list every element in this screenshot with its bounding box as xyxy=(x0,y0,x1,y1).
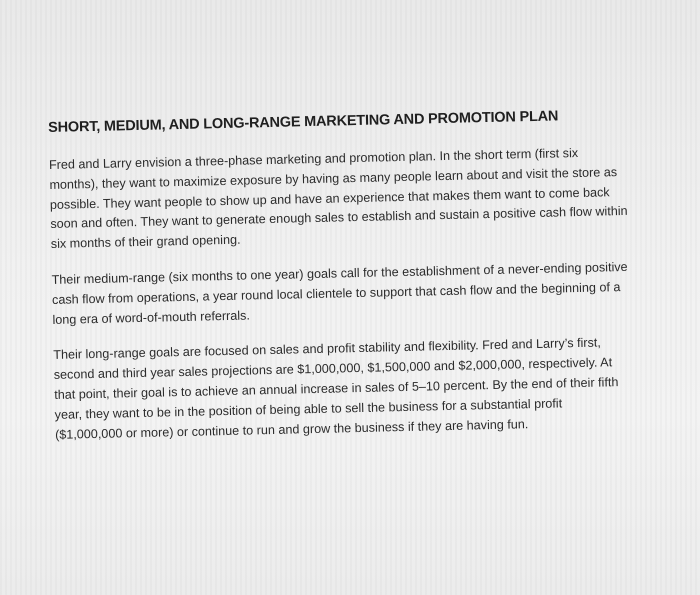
text-line: soon and often. They want to generate enough sales to establish and sustain a positive cash flow within xyxy=(50,204,628,232)
text-line: months), they want to maximize exposure by having as many people learn about and visit the store as xyxy=(49,164,618,192)
text-line: possible. They want people to show up and have an experience that makes them want to come back xyxy=(49,184,610,212)
text-line: year, they want to be in the position of being able to sell the business for a substantial profit xyxy=(54,396,563,422)
paragraph-short-term xyxy=(49,141,691,254)
text-line: long era of word-of-mouth referrals. xyxy=(52,308,251,327)
text-line: ($1,000,000 or more) or continue to run and grow the business if they are having fun. xyxy=(54,416,529,442)
text-line: Fred and Larry envision a three-phase marketing and promotion plan. In the short term (first six xyxy=(48,145,579,172)
text-line: Their medium-range (six months to one year) goals call for the establishment of a never-ending positive xyxy=(51,259,628,287)
document-page xyxy=(48,105,696,461)
text-line: six months of their grand opening. xyxy=(50,232,241,252)
text-line: second and third year sales projections are $1,000,000, $1,500,000 and $2,000,000, respectively. At xyxy=(53,355,613,383)
paragraph-medium-range xyxy=(51,256,692,330)
section-heading: SHORT, MEDIUM, AND LONG-RANGE MARKETING AND PROMOTION PLAN xyxy=(48,108,559,136)
text-line: Their long-range goals are focused on sales and profit stability and flexibility. Fred and Larry’s first, xyxy=(53,335,601,363)
paragraph-long-range xyxy=(53,332,695,445)
text-line: that point, their goal is to achieve an annual increase in sales of 5–10 percent. By the end of their fifth xyxy=(54,375,619,402)
text-line: cash flow from operations, a year round local clientele to support that cash flow and the beginning of a xyxy=(51,279,621,307)
